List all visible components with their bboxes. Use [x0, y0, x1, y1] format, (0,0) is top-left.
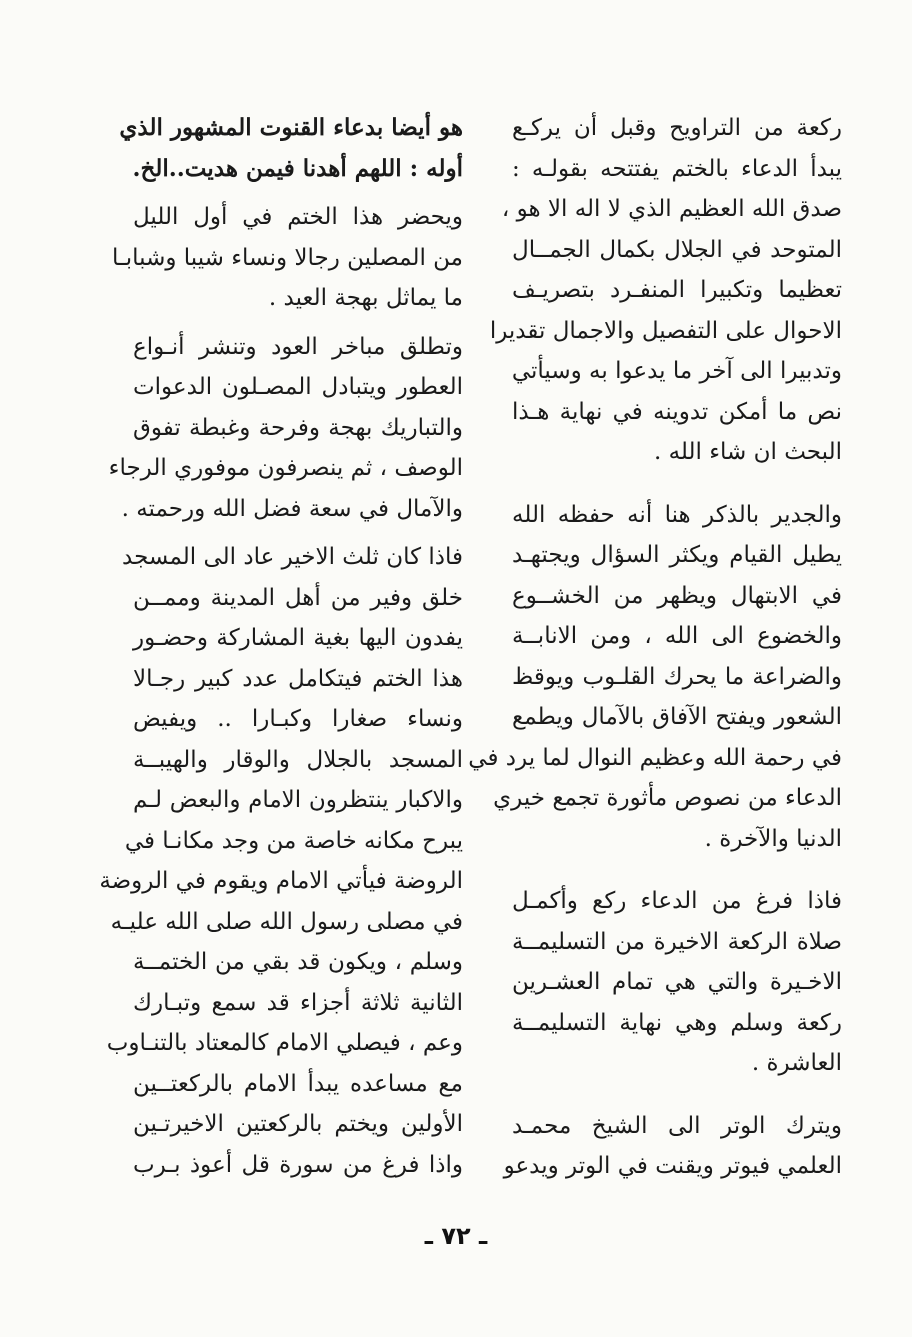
paragraph — [108, 327, 463, 530]
text-line: ويحضر هذا الختم في أول الليل — [133, 204, 463, 230]
page-number: ـ ٧٢ ـ — [424, 1222, 488, 1250]
text-line: يبدأ الدعاء بالختم يفتتحه بقولـه : — [512, 155, 842, 182]
text-line: والخضوع الى الله ، ومن الانابــة — [512, 623, 842, 649]
paragraph — [99, 537, 463, 1185]
text-line: تعظيما وتكبيرا المنفـرد بتصريـف — [512, 277, 842, 303]
paragraph — [119, 108, 463, 189]
right-text-column — [468, 108, 842, 1187]
text-line: واذا فرغ من سورة قل أعوذ بـرب — [133, 1151, 463, 1178]
text-line: ويترك الوتر الى الشيخ محمـد — [512, 1112, 842, 1139]
text-line: الروضة فيأتي الامام ويقوم في الروضة — [99, 868, 463, 894]
text-line: في رحمة الله وعظيم النوال لما يرد في — [468, 744, 842, 771]
text-line: يطيل القيام ويكثر السؤال ويجتهـد — [512, 542, 842, 568]
text-line: والجدير بالذكر هنا أنه حفظه الله — [512, 501, 842, 528]
text-line: نص ما أمكن تدوينه في نهاية هـذا — [512, 398, 842, 425]
paragraph — [503, 1106, 842, 1187]
text-line: البحث ان شاء الله . — [653, 439, 842, 465]
text-line: الأولين ويختم بالركعتين الاخيرتـين — [133, 1111, 463, 1137]
text-line: والآمال في سعة فضل الله ورحمته . — [121, 495, 463, 522]
text-line: والضراعة ما يحرك القلـوب ويوقظ — [512, 663, 842, 690]
text-line: وتطلق مباخر العود وتنشر أنـواع — [133, 333, 463, 360]
text-line: هو أيضا بدعاء القنوت المشهور الذي — [119, 114, 463, 141]
text-line: الثانية ثلاثة أجزاء قد سمع وتبـارك — [133, 989, 463, 1016]
text-line: هذا الختم فيتكامل عدد كبير رجـالا — [133, 665, 463, 692]
text-line: المتوحد في الجلال بكمال الجمــال — [512, 236, 842, 263]
text-line: صلاة الركعة الاخيرة من التسليمــة — [512, 928, 842, 955]
text-line: في مصلى رسول الله صلى الله عليـه — [110, 908, 463, 935]
text-line: مع مساعده يبدأ الامام بالركعتــين — [133, 1070, 463, 1097]
text-line: والاكبار ينتظرون الامام والبعض لـم — [133, 787, 463, 813]
text-line: فاذا فرغ من الدعاء ركع وأكمـل — [512, 888, 842, 914]
text-line: ركعة من التراويح وقبل أن يركـع — [512, 115, 842, 141]
text-line: يفدون اليها بغية المشاركة وحضـور — [133, 625, 463, 651]
paragraph — [489, 108, 842, 473]
text-line: ركعة وسلم وهي نهاية التسليمــة — [512, 1009, 842, 1036]
text-line: صدق الله العظيم الذي لا اله الا هو ، — [501, 196, 842, 222]
text-line: المسجد بالجلال والوقار والهيبــة — [133, 746, 463, 773]
text-line: يبرح مكانه خاصة من وجد مكانـا في — [124, 827, 463, 854]
text-line: خلق وفير من أهل المدينة وممــن — [133, 584, 463, 611]
paragraph — [512, 881, 842, 1084]
text-line: وتدبيرا الى آخر ما يدعوا به وسيأتي — [511, 358, 842, 384]
text-line: الاخـيرة والتي هي تمام العشـرين — [512, 969, 842, 995]
text-line: الشعور ويفتح الآفاق بالآمال ويطمع — [512, 704, 842, 730]
text-line: وسلم ، ويكون قد بقي من الختمــة — [133, 949, 463, 975]
paragraph — [468, 495, 842, 860]
text-line: العاشرة . — [751, 1050, 842, 1076]
text-line: في الابتهال ويظهر من الخشــوع — [512, 582, 842, 609]
text-line: الاحوال على التفصيل والاجمال تقديرا — [489, 317, 842, 344]
text-line: والتباريك بهجة وفرحة وغبطة تفوق — [133, 414, 463, 441]
text-line: العلمي فيوتر ويقنت في الوتر ويدعو — [503, 1153, 842, 1179]
text-line: أوله : اللهم أهدنا فيمن هديت..الخ. — [132, 154, 463, 182]
text-line: الدنيا والآخرة . — [704, 825, 842, 852]
text-line: من المصلين رجالا ونساء شيبا وشبابـا — [111, 244, 463, 271]
text-line: ما يماثل بهجة العيد . — [268, 285, 463, 311]
paragraph — [111, 197, 463, 319]
text-line: العطور ويتبادل المصـلون الدعوات — [133, 374, 463, 400]
text-line: فاذا كان ثلث الاخير عاد الى المسجد — [122, 544, 463, 570]
text-line: الوصف ، ثم ينصرفون موفوري الرجاء — [108, 455, 463, 481]
text-line: وعم ، فيصلي الامام كالمعتاد بالتنـاوب — [106, 1030, 463, 1056]
text-line: ونساء صغارا وكبـارا .. ويفيض — [133, 706, 463, 732]
left-text-column — [99, 108, 463, 1185]
text-line: الدعاء من نصوص مأثورة تجمع خيري — [493, 785, 842, 811]
